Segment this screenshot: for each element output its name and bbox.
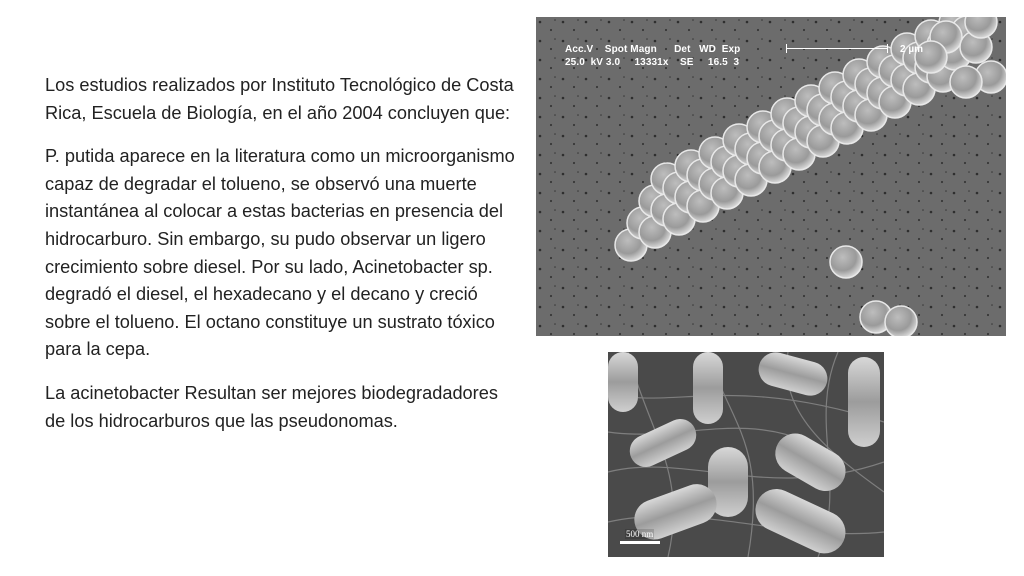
scale-label-nm: 500 nm <box>626 529 654 539</box>
sem-header-line2: 25.0 kV 3.0 13331x SE 16.5 3 <box>565 57 740 68</box>
paragraph-findings: P. putida aparece en la literatura como un microorganismo capaz de degradar el tolueno, se observó una muerte instantánea al colocar a estas bacterias en presencia del hidrocarburo. Sin embargo, su pudo observar un ligero crecimiento sobre diesel. Por su lado, Acinetobacter sp. degradó el diesel, el hexadecano y el decano y creció sobre el tolueno. El octano constituye un sustrato tóxico para la cepa. <box>45 146 515 360</box>
bacterial-cell <box>950 66 982 98</box>
rod-bacteria-graphic <box>608 352 884 557</box>
sem-micrograph-cocci <box>536 17 1006 336</box>
sem-micrograph-rods <box>608 352 884 557</box>
scale-label: 2 µm <box>900 44 923 55</box>
bacterial-cell <box>885 306 917 336</box>
paragraph-intro: Los estudios realizados por Instituto Tecnológico de Costa Rica, Escuela de Biología, en el año 2004 concluyen que: <box>45 75 514 123</box>
sem-header-line1: Acc.V Spot Magn Det WD Exp <box>565 44 741 55</box>
sem-parameters <box>565 43 740 69</box>
scale-bar-nm <box>620 541 660 544</box>
scale-bar <box>786 48 888 49</box>
bacterial-cell <box>830 246 862 278</box>
body-text <box>45 72 515 451</box>
paragraph-conclusion: La acinetobacter Resultan ser mejores biodegradadores de los hidrocarburos que las pseudonomas. <box>45 382 498 431</box>
